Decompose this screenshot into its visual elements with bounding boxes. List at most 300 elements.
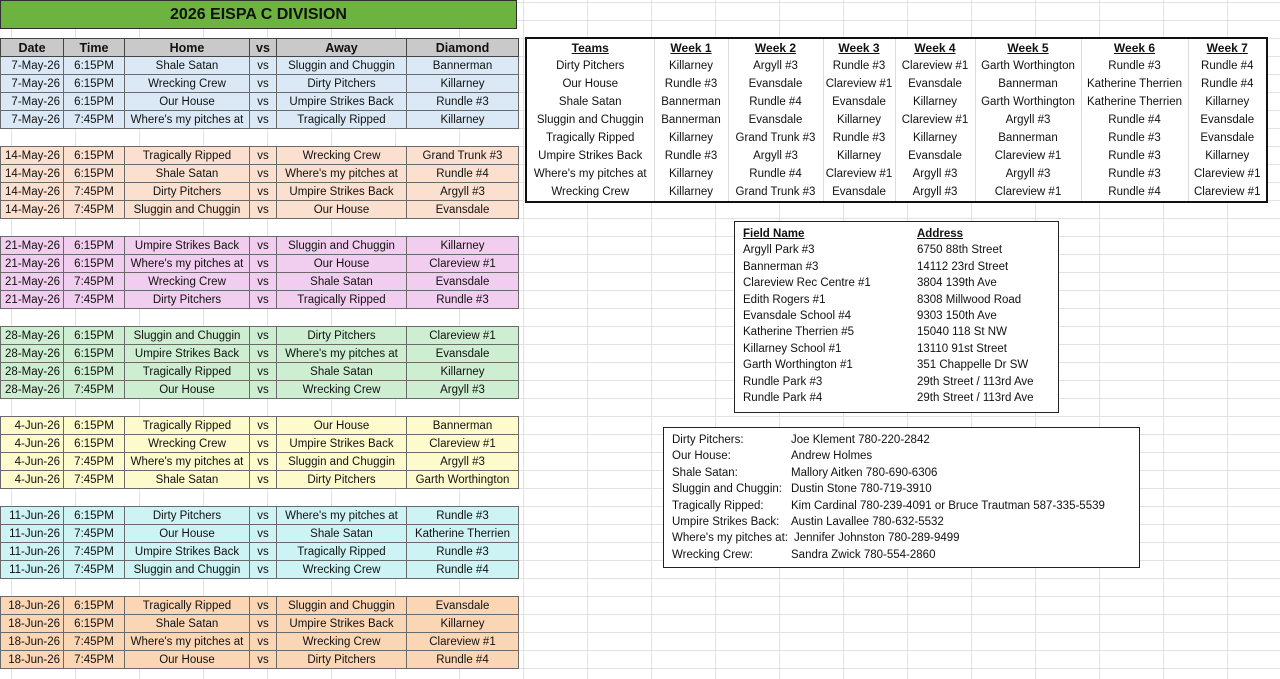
game-date-cell[interactable]: 7-May-26 bbox=[1, 111, 64, 129]
empty-cell[interactable] bbox=[407, 579, 519, 597]
game-time-cell[interactable]: 6:15PM bbox=[64, 417, 125, 435]
game-home-cell[interactable]: Dirty Pitchers bbox=[125, 291, 250, 309]
game-vs-cell[interactable]: vs bbox=[250, 597, 277, 615]
game-time-cell[interactable]: 6:15PM bbox=[64, 507, 125, 525]
game-diamond-cell[interactable]: Rundle #3 bbox=[407, 543, 519, 561]
game-vs-cell[interactable]: vs bbox=[250, 57, 277, 75]
team-week-diamond-cell[interactable]: Garth Worthington bbox=[975, 57, 1081, 75]
team-week-diamond-cell[interactable]: Killarney bbox=[895, 93, 975, 111]
game-diamond-cell[interactable]: Evansdale bbox=[407, 597, 519, 615]
game-time-cell[interactable]: 7:45PM bbox=[64, 291, 125, 309]
game-home-cell[interactable]: Shale Satan bbox=[125, 165, 250, 183]
empty-cell[interactable] bbox=[125, 399, 250, 417]
game-away-cell[interactable]: Where's my pitches at bbox=[277, 507, 407, 525]
team-week-diamond-cell[interactable]: Argyll #3 bbox=[728, 57, 823, 75]
team-week-diamond-cell[interactable]: Killarney bbox=[654, 183, 728, 202]
empty-cell[interactable] bbox=[407, 129, 519, 147]
team-week-diamond-cell[interactable]: Argyll #3 bbox=[975, 165, 1081, 183]
field-name[interactable]: Edith Rogers #1 bbox=[743, 293, 826, 306]
game-diamond-cell[interactable]: Killarney bbox=[407, 615, 519, 633]
team-week-diamond-cell[interactable]: Bannerman bbox=[975, 75, 1081, 93]
team-name-cell[interactable]: Sluggin and Chuggin bbox=[526, 111, 654, 129]
game-home-cell[interactable]: Tragically Ripped bbox=[125, 363, 250, 381]
game-time-cell[interactable]: 6:15PM bbox=[64, 345, 125, 363]
game-date-cell[interactable]: 28-May-26 bbox=[1, 363, 64, 381]
empty-cell[interactable] bbox=[407, 489, 519, 507]
team-name-cell[interactable]: Where's my pitches at bbox=[526, 165, 654, 183]
team-week-diamond-cell[interactable]: Clareview #1 bbox=[895, 57, 975, 75]
team-week-diamond-cell[interactable]: Rundle #4 bbox=[728, 165, 823, 183]
game-away-cell[interactable]: Umpire Strikes Back bbox=[277, 615, 407, 633]
game-home-cell[interactable]: Where's my pitches at bbox=[125, 453, 250, 471]
team-week-diamond-cell[interactable]: Rundle #3 bbox=[654, 75, 728, 93]
empty-cell[interactable] bbox=[1, 219, 64, 237]
field-name[interactable]: Katherine Therrien #5 bbox=[743, 326, 855, 339]
game-home-cell[interactable]: Our House bbox=[125, 651, 250, 669]
game-time-cell[interactable]: 7:45PM bbox=[64, 201, 125, 219]
game-away-cell[interactable]: Sluggin and Chuggin bbox=[277, 57, 407, 75]
contact-team[interactable]: Our House: bbox=[672, 450, 731, 463]
game-diamond-cell[interactable]: Killarney bbox=[407, 111, 519, 129]
game-away-cell[interactable]: Tragically Ripped bbox=[277, 543, 407, 561]
empty-cell[interactable] bbox=[125, 579, 250, 597]
game-diamond-cell[interactable]: Rundle #4 bbox=[407, 561, 519, 579]
team-week-diamond-cell[interactable]: Killarney bbox=[654, 129, 728, 147]
game-diamond-cell[interactable]: Grand Trunk #3 bbox=[407, 147, 519, 165]
empty-cell[interactable] bbox=[1, 309, 64, 327]
team-week-diamond-cell[interactable]: Killarney bbox=[823, 147, 895, 165]
contact-team[interactable]: Shale Satan: bbox=[672, 466, 738, 479]
game-vs-cell[interactable]: vs bbox=[250, 111, 277, 129]
game-vs-cell[interactable]: vs bbox=[250, 327, 277, 345]
team-week-diamond-cell[interactable]: Rundle #4 bbox=[1188, 57, 1267, 75]
empty-cell[interactable] bbox=[125, 309, 250, 327]
game-time-cell[interactable]: 7:45PM bbox=[64, 471, 125, 489]
field-address[interactable]: 8308 Millwood Road bbox=[917, 293, 1022, 306]
empty-cell[interactable] bbox=[407, 399, 519, 417]
week-header-7[interactable]: Week 7 bbox=[1188, 38, 1267, 57]
game-vs-cell[interactable]: vs bbox=[250, 165, 277, 183]
team-week-diamond-cell[interactable]: Rundle #4 bbox=[728, 93, 823, 111]
team-week-diamond-cell[interactable]: Rundle #3 bbox=[1081, 165, 1188, 183]
game-diamond-cell[interactable]: Clareview #1 bbox=[407, 327, 519, 345]
field-name[interactable]: Rundle Park #4 bbox=[743, 391, 823, 404]
game-away-cell[interactable]: Our House bbox=[277, 201, 407, 219]
game-away-cell[interactable]: Shale Satan bbox=[277, 273, 407, 291]
empty-cell[interactable] bbox=[1, 489, 64, 507]
game-vs-cell[interactable]: vs bbox=[250, 633, 277, 651]
game-vs-cell[interactable]: vs bbox=[250, 543, 277, 561]
game-date-cell[interactable]: 4-Jun-26 bbox=[1, 435, 64, 453]
game-away-cell[interactable]: Dirty Pitchers bbox=[277, 471, 407, 489]
game-home-cell[interactable]: Tragically Ripped bbox=[125, 417, 250, 435]
field-name[interactable]: Bannerman #3 bbox=[743, 260, 819, 273]
header-home[interactable]: Home bbox=[125, 39, 250, 57]
team-week-diamond-cell[interactable]: Rundle #3 bbox=[654, 147, 728, 165]
team-week-diamond-cell[interactable]: Killarney bbox=[1188, 147, 1267, 165]
game-date-cell[interactable]: 4-Jun-26 bbox=[1, 453, 64, 471]
game-vs-cell[interactable]: vs bbox=[250, 273, 277, 291]
team-name-cell[interactable]: Tragically Ripped bbox=[526, 129, 654, 147]
team-name-cell[interactable]: Umpire Strikes Back bbox=[526, 147, 654, 165]
header-date[interactable]: Date bbox=[1, 39, 64, 57]
game-time-cell[interactable]: 6:15PM bbox=[64, 327, 125, 345]
game-time-cell[interactable]: 7:45PM bbox=[64, 273, 125, 291]
contact-team[interactable]: Where's my pitches at: bbox=[672, 532, 788, 545]
header-diamond[interactable]: Diamond bbox=[407, 39, 519, 57]
game-vs-cell[interactable]: vs bbox=[250, 147, 277, 165]
empty-cell[interactable] bbox=[64, 399, 125, 417]
division-title[interactable]: 2026 EISPA C DIVISION bbox=[0, 0, 517, 29]
team-name-cell[interactable]: Dirty Pitchers bbox=[526, 57, 654, 75]
game-vs-cell[interactable]: vs bbox=[250, 453, 277, 471]
game-diamond-cell[interactable]: Killarney bbox=[407, 237, 519, 255]
field-name[interactable]: Argyll Park #3 bbox=[743, 244, 815, 257]
game-away-cell[interactable]: Where's my pitches at bbox=[277, 345, 407, 363]
team-week-diamond-cell[interactable]: Killarney bbox=[654, 165, 728, 183]
game-vs-cell[interactable]: vs bbox=[250, 471, 277, 489]
contact-person[interactable]: Sandra Zwick 780-554-2860 bbox=[791, 548, 936, 561]
team-week-diamond-cell[interactable]: Evansdale bbox=[895, 147, 975, 165]
team-week-diamond-cell[interactable]: Bannerman bbox=[654, 93, 728, 111]
game-date-cell[interactable]: 14-May-26 bbox=[1, 165, 64, 183]
team-week-diamond-cell[interactable]: Grand Trunk #3 bbox=[728, 183, 823, 202]
game-date-cell[interactable]: 21-May-26 bbox=[1, 255, 64, 273]
game-vs-cell[interactable]: vs bbox=[250, 237, 277, 255]
game-away-cell[interactable]: Sluggin and Chuggin bbox=[277, 597, 407, 615]
game-diamond-cell[interactable]: Rundle #3 bbox=[407, 507, 519, 525]
empty-cell[interactable] bbox=[277, 579, 407, 597]
game-vs-cell[interactable]: vs bbox=[250, 615, 277, 633]
game-vs-cell[interactable]: vs bbox=[250, 75, 277, 93]
game-diamond-cell[interactable]: Evansdale bbox=[407, 345, 519, 363]
field-address[interactable]: 3804 139th Ave bbox=[917, 277, 997, 290]
game-time-cell[interactable]: 7:45PM bbox=[64, 183, 125, 201]
game-vs-cell[interactable]: vs bbox=[250, 435, 277, 453]
field-name-header[interactable]: Field Name bbox=[743, 228, 805, 240]
team-week-diamond-cell[interactable]: Rundle #3 bbox=[1081, 129, 1188, 147]
game-vs-cell[interactable]: vs bbox=[250, 507, 277, 525]
game-diamond-cell[interactable]: Argyll #3 bbox=[407, 453, 519, 471]
game-vs-cell[interactable]: vs bbox=[250, 183, 277, 201]
game-time-cell[interactable]: 7:45PM bbox=[64, 453, 125, 471]
contact-person[interactable]: Andrew Holmes bbox=[791, 450, 873, 463]
empty-cell[interactable] bbox=[250, 579, 277, 597]
field-name[interactable]: Garth Worthington #1 bbox=[743, 359, 853, 372]
game-vs-cell[interactable]: vs bbox=[250, 255, 277, 273]
team-week-diamond-cell[interactable]: Clareview #1 bbox=[895, 111, 975, 129]
game-date-cell[interactable]: 18-Jun-26 bbox=[1, 615, 64, 633]
team-name-cell[interactable]: Wrecking Crew bbox=[526, 183, 654, 202]
header-vs[interactable]: vs bbox=[250, 39, 277, 57]
field-address-header[interactable]: Address bbox=[917, 228, 964, 240]
game-home-cell[interactable]: Umpire Strikes Back bbox=[125, 345, 250, 363]
game-date-cell[interactable]: 21-May-26 bbox=[1, 291, 64, 309]
empty-cell[interactable] bbox=[277, 309, 407, 327]
game-diamond-cell[interactable]: Evansdale bbox=[407, 273, 519, 291]
game-away-cell[interactable]: Umpire Strikes Back bbox=[277, 93, 407, 111]
game-away-cell[interactable]: Tragically Ripped bbox=[277, 291, 407, 309]
game-time-cell[interactable]: 6:15PM bbox=[64, 255, 125, 273]
game-home-cell[interactable]: Our House bbox=[125, 381, 250, 399]
team-week-diamond-cell[interactable]: Killarney bbox=[895, 129, 975, 147]
empty-cell[interactable] bbox=[125, 219, 250, 237]
team-week-diamond-cell[interactable]: Clareview #1 bbox=[823, 165, 895, 183]
team-week-diamond-cell[interactable]: Evansdale bbox=[1188, 111, 1267, 129]
empty-cell[interactable] bbox=[277, 219, 407, 237]
team-week-diamond-cell[interactable]: Clareview #1 bbox=[1188, 183, 1267, 202]
game-date-cell[interactable]: 14-May-26 bbox=[1, 147, 64, 165]
empty-cell[interactable] bbox=[64, 579, 125, 597]
team-week-diamond-cell[interactable]: Evansdale bbox=[1188, 129, 1267, 147]
game-home-cell[interactable]: Sluggin and Chuggin bbox=[125, 201, 250, 219]
empty-cell[interactable] bbox=[64, 219, 125, 237]
contact-team[interactable]: Umpire Strikes Back: bbox=[672, 515, 780, 528]
game-home-cell[interactable]: Where's my pitches at bbox=[125, 111, 250, 129]
game-home-cell[interactable]: Wrecking Crew bbox=[125, 435, 250, 453]
team-week-diamond-cell[interactable]: Rundle #3 bbox=[823, 129, 895, 147]
field-address[interactable]: 6750 88th Street bbox=[917, 244, 1003, 257]
game-away-cell[interactable]: Wrecking Crew bbox=[277, 561, 407, 579]
game-date-cell[interactable]: 11-Jun-26 bbox=[1, 507, 64, 525]
week-header-4[interactable]: Week 4 bbox=[895, 38, 975, 57]
empty-cell[interactable] bbox=[64, 309, 125, 327]
team-week-diamond-cell[interactable]: Bannerman bbox=[654, 111, 728, 129]
contact-person[interactable]: Joe Klement 780-220-2842 bbox=[791, 434, 930, 446]
game-home-cell[interactable]: Shale Satan bbox=[125, 57, 250, 75]
game-diamond-cell[interactable]: Clareview #1 bbox=[407, 255, 519, 273]
game-away-cell[interactable]: Sluggin and Chuggin bbox=[277, 237, 407, 255]
empty-cell[interactable] bbox=[250, 309, 277, 327]
game-diamond-cell[interactable]: Bannerman bbox=[407, 57, 519, 75]
game-home-cell[interactable]: Umpire Strikes Back bbox=[125, 237, 250, 255]
game-date-cell[interactable]: 14-May-26 bbox=[1, 201, 64, 219]
game-away-cell[interactable]: Dirty Pitchers bbox=[277, 651, 407, 669]
game-date-cell[interactable]: 11-Jun-26 bbox=[1, 561, 64, 579]
team-week-diamond-cell[interactable]: Rundle #4 bbox=[1188, 75, 1267, 93]
team-name-cell[interactable]: Shale Satan bbox=[526, 93, 654, 111]
empty-cell[interactable] bbox=[250, 219, 277, 237]
team-week-diamond-cell[interactable]: Argyll #3 bbox=[975, 111, 1081, 129]
game-vs-cell[interactable]: vs bbox=[250, 201, 277, 219]
game-diamond-cell[interactable]: Killarney bbox=[407, 75, 519, 93]
game-home-cell[interactable]: Shale Satan bbox=[125, 615, 250, 633]
week-header-2[interactable]: Week 2 bbox=[728, 38, 823, 57]
game-date-cell[interactable]: 28-May-26 bbox=[1, 327, 64, 345]
team-week-diamond-cell[interactable]: Rundle #3 bbox=[1081, 57, 1188, 75]
team-week-diamond-cell[interactable]: Bannerman bbox=[975, 129, 1081, 147]
game-date-cell[interactable]: 28-May-26 bbox=[1, 345, 64, 363]
game-date-cell[interactable]: 4-Jun-26 bbox=[1, 471, 64, 489]
game-home-cell[interactable]: Dirty Pitchers bbox=[125, 183, 250, 201]
teams-header[interactable]: Teams bbox=[526, 38, 654, 57]
team-name-cell[interactable]: Our House bbox=[526, 75, 654, 93]
game-away-cell[interactable]: Our House bbox=[277, 255, 407, 273]
contact-team[interactable]: Sluggin and Chuggin: bbox=[672, 483, 782, 496]
game-date-cell[interactable]: 21-May-26 bbox=[1, 273, 64, 291]
field-address[interactable]: 13110 91st Street bbox=[917, 342, 1007, 355]
game-date-cell[interactable]: 4-Jun-26 bbox=[1, 417, 64, 435]
contact-person[interactable]: Jennifer Johnston 780-289-9499 bbox=[793, 532, 960, 545]
header-time[interactable]: Time bbox=[64, 39, 125, 57]
field-name[interactable]: Evansdale School #4 bbox=[743, 309, 852, 322]
team-week-diamond-cell[interactable]: Evansdale bbox=[895, 75, 975, 93]
game-date-cell[interactable]: 11-Jun-26 bbox=[1, 525, 64, 543]
team-week-diamond-cell[interactable]: Evansdale bbox=[728, 111, 823, 129]
field-name[interactable]: Rundle Park #3 bbox=[743, 375, 823, 388]
team-week-diamond-cell[interactable]: Clareview #1 bbox=[975, 147, 1081, 165]
game-away-cell[interactable]: Wrecking Crew bbox=[277, 633, 407, 651]
game-vs-cell[interactable]: vs bbox=[250, 561, 277, 579]
game-home-cell[interactable]: Tragically Ripped bbox=[125, 147, 250, 165]
game-diamond-cell[interactable]: Katherine Therrien bbox=[407, 525, 519, 543]
game-away-cell[interactable]: Where's my pitches at bbox=[277, 165, 407, 183]
game-date-cell[interactable]: 18-Jun-26 bbox=[1, 597, 64, 615]
game-diamond-cell[interactable]: Argyll #3 bbox=[407, 381, 519, 399]
game-diamond-cell[interactable]: Garth Worthington bbox=[407, 471, 519, 489]
team-week-diamond-cell[interactable]: Evansdale bbox=[728, 75, 823, 93]
field-address[interactable]: 9303 150th Ave bbox=[917, 309, 997, 322]
game-away-cell[interactable]: Wrecking Crew bbox=[277, 147, 407, 165]
game-vs-cell[interactable]: vs bbox=[250, 525, 277, 543]
team-week-diamond-cell[interactable]: Garth Worthington bbox=[975, 93, 1081, 111]
game-diamond-cell[interactable]: Bannerman bbox=[407, 417, 519, 435]
game-date-cell[interactable]: 7-May-26 bbox=[1, 57, 64, 75]
empty-cell[interactable] bbox=[1, 399, 64, 417]
game-time-cell[interactable]: 6:15PM bbox=[64, 57, 125, 75]
team-week-diamond-cell[interactable]: Evansdale bbox=[823, 93, 895, 111]
game-time-cell[interactable]: 7:45PM bbox=[64, 381, 125, 399]
game-time-cell[interactable]: 6:15PM bbox=[64, 435, 125, 453]
game-diamond-cell[interactable]: Clareview #1 bbox=[407, 435, 519, 453]
game-vs-cell[interactable]: vs bbox=[250, 291, 277, 309]
team-week-diamond-cell[interactable]: Rundle #4 bbox=[1081, 183, 1188, 202]
game-away-cell[interactable]: Umpire Strikes Back bbox=[277, 435, 407, 453]
game-date-cell[interactable]: 7-May-26 bbox=[1, 75, 64, 93]
game-time-cell[interactable]: 7:45PM bbox=[64, 111, 125, 129]
team-week-diamond-cell[interactable]: Clareview #1 bbox=[1188, 165, 1267, 183]
team-week-diamond-cell[interactable]: Killarney bbox=[654, 57, 728, 75]
game-time-cell[interactable]: 7:45PM bbox=[64, 543, 125, 561]
week-header-5[interactable]: Week 5 bbox=[975, 38, 1081, 57]
empty-cell[interactable] bbox=[277, 399, 407, 417]
empty-cell[interactable] bbox=[250, 489, 277, 507]
game-vs-cell[interactable]: vs bbox=[250, 93, 277, 111]
team-week-diamond-cell[interactable]: Killarney bbox=[1188, 93, 1267, 111]
contact-person[interactable]: Dustin Stone 780-719-3910 bbox=[791, 483, 932, 496]
team-week-diamond-cell[interactable]: Argyll #3 bbox=[895, 165, 975, 183]
contact-team[interactable]: Tragically Ripped: bbox=[672, 499, 764, 512]
field-name[interactable]: Clareview Rec Centre #1 bbox=[743, 277, 871, 290]
field-address[interactable]: 15040 118 St NW bbox=[917, 326, 1007, 339]
game-away-cell[interactable]: Shale Satan bbox=[277, 363, 407, 381]
team-week-diamond-cell[interactable]: Evansdale bbox=[823, 183, 895, 202]
empty-cell[interactable] bbox=[1, 579, 64, 597]
field-name[interactable]: Killarney School #1 bbox=[743, 342, 842, 355]
game-home-cell[interactable]: Where's my pitches at bbox=[125, 633, 250, 651]
team-week-diamond-cell[interactable]: Rundle #3 bbox=[1081, 147, 1188, 165]
game-away-cell[interactable]: Umpire Strikes Back bbox=[277, 183, 407, 201]
field-address[interactable]: 29th Street / 113rd Ave bbox=[917, 391, 1034, 404]
game-time-cell[interactable]: 7:45PM bbox=[64, 525, 125, 543]
team-week-diamond-cell[interactable]: Killarney bbox=[823, 111, 895, 129]
header-away[interactable]: Away bbox=[277, 39, 407, 57]
team-week-diamond-cell[interactable]: Katherine Therrien bbox=[1081, 75, 1188, 93]
game-away-cell[interactable]: Shale Satan bbox=[277, 525, 407, 543]
empty-cell[interactable] bbox=[277, 489, 407, 507]
empty-cell[interactable] bbox=[250, 129, 277, 147]
game-time-cell[interactable]: 6:15PM bbox=[64, 147, 125, 165]
game-time-cell[interactable]: 7:45PM bbox=[64, 561, 125, 579]
game-home-cell[interactable]: Our House bbox=[125, 93, 250, 111]
game-home-cell[interactable]: Our House bbox=[125, 525, 250, 543]
game-time-cell[interactable]: 6:15PM bbox=[64, 363, 125, 381]
week-header-3[interactable]: Week 3 bbox=[823, 38, 895, 57]
team-week-diamond-cell[interactable]: Clareview #1 bbox=[975, 183, 1081, 202]
game-diamond-cell[interactable]: Rundle #3 bbox=[407, 93, 519, 111]
contact-person[interactable]: Mallory Aitken 780-690-6306 bbox=[791, 466, 938, 479]
game-time-cell[interactable]: 7:45PM bbox=[64, 633, 125, 651]
game-diamond-cell[interactable]: Argyll #3 bbox=[407, 183, 519, 201]
game-vs-cell[interactable]: vs bbox=[250, 345, 277, 363]
game-home-cell[interactable]: Wrecking Crew bbox=[125, 75, 250, 93]
contact-team[interactable]: Wrecking Crew: bbox=[672, 548, 753, 561]
game-vs-cell[interactable]: vs bbox=[250, 363, 277, 381]
team-week-diamond-cell[interactable]: Katherine Therrien bbox=[1081, 93, 1188, 111]
game-away-cell[interactable]: Wrecking Crew bbox=[277, 381, 407, 399]
game-away-cell[interactable]: Dirty Pitchers bbox=[277, 327, 407, 345]
game-home-cell[interactable]: Wrecking Crew bbox=[125, 273, 250, 291]
game-date-cell[interactable]: 14-May-26 bbox=[1, 183, 64, 201]
game-time-cell[interactable]: 6:15PM bbox=[64, 615, 125, 633]
game-home-cell[interactable]: Dirty Pitchers bbox=[125, 507, 250, 525]
empty-cell[interactable] bbox=[407, 309, 519, 327]
game-time-cell[interactable]: 6:15PM bbox=[64, 597, 125, 615]
team-week-diamond-cell[interactable]: Rundle #4 bbox=[1081, 111, 1188, 129]
field-address[interactable]: 14112 23rd Street bbox=[917, 260, 1009, 273]
game-home-cell[interactable]: Sluggin and Chuggin bbox=[125, 327, 250, 345]
empty-cell[interactable] bbox=[250, 399, 277, 417]
game-vs-cell[interactable]: vs bbox=[250, 381, 277, 399]
game-date-cell[interactable]: 21-May-26 bbox=[1, 237, 64, 255]
game-home-cell[interactable]: Umpire Strikes Back bbox=[125, 543, 250, 561]
game-home-cell[interactable]: Where's my pitches at bbox=[125, 255, 250, 273]
game-home-cell[interactable]: Shale Satan bbox=[125, 471, 250, 489]
empty-cell[interactable] bbox=[1, 129, 64, 147]
game-vs-cell[interactable]: vs bbox=[250, 651, 277, 669]
field-address[interactable]: 29th Street / 113rd Ave bbox=[917, 375, 1034, 388]
team-week-diamond-cell[interactable]: Clareview #1 bbox=[823, 75, 895, 93]
week-header-6[interactable]: Week 6 bbox=[1081, 38, 1188, 57]
game-home-cell[interactable]: Sluggin and Chuggin bbox=[125, 561, 250, 579]
game-away-cell[interactable]: Our House bbox=[277, 417, 407, 435]
game-date-cell[interactable]: 18-Jun-26 bbox=[1, 633, 64, 651]
field-address[interactable]: 351 Chappelle Dr SW bbox=[917, 359, 1029, 372]
game-diamond-cell[interactable]: Evansdale bbox=[407, 201, 519, 219]
game-date-cell[interactable]: 18-Jun-26 bbox=[1, 651, 64, 669]
game-date-cell[interactable]: 11-Jun-26 bbox=[1, 543, 64, 561]
game-time-cell[interactable]: 6:15PM bbox=[64, 93, 125, 111]
team-week-diamond-cell[interactable]: Argyll #3 bbox=[728, 147, 823, 165]
game-date-cell[interactable]: 28-May-26 bbox=[1, 381, 64, 399]
game-diamond-cell[interactable]: Clareview #1 bbox=[407, 633, 519, 651]
empty-cell[interactable] bbox=[64, 489, 125, 507]
game-diamond-cell[interactable]: Killarney bbox=[407, 363, 519, 381]
contact-person[interactable]: Kim Cardinal 780-239-4091 or Bruce Trautman 587-335-5539 bbox=[791, 499, 1105, 512]
game-away-cell[interactable]: Tragically Ripped bbox=[277, 111, 407, 129]
game-diamond-cell[interactable]: Rundle #3 bbox=[407, 291, 519, 309]
empty-cell[interactable] bbox=[64, 129, 125, 147]
